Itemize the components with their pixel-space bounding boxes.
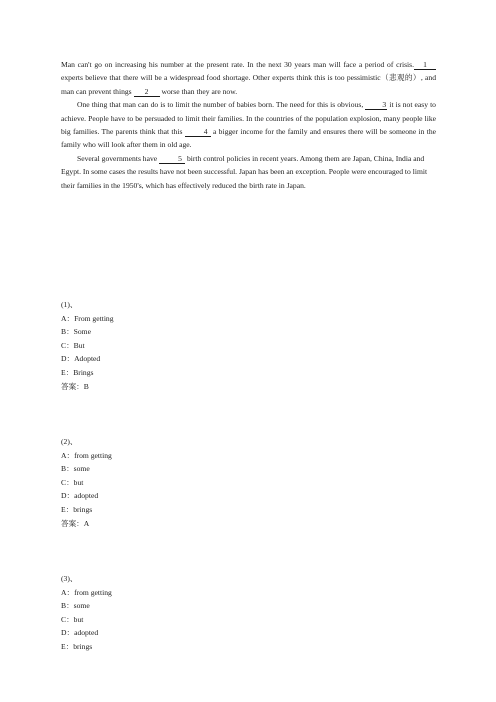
option-d: D：adopted: [61, 491, 99, 501]
passage-text: worse than they are now.: [161, 86, 238, 96]
question-number: (1)、: [61, 300, 78, 309]
question-number: (3)、: [61, 574, 78, 583]
passage-text: it is not easy to achieve. People have to be persuaded to limit their families. In the countries of the population explosion, many people like big families. The parents think that this: [61, 100, 436, 137]
passage-paragraph-2: [61, 98, 436, 152]
passage-paragraph-3: [61, 152, 436, 192]
passage-text: Man can't go on increasing his number at the present rate. In the next 30 years man will face a period of crisis.: [61, 60, 414, 69]
blank-2: 2: [134, 87, 160, 97]
question-1: [61, 298, 114, 393]
option-e: E：brings: [61, 504, 93, 514]
passage-text: experts believe that there will be a widespread food shortage. Other experts think this is too pessimistic（悲观的）, and man can prevent things: [61, 73, 436, 96]
blank-1: 1: [414, 60, 436, 70]
option-e: E：Brings: [61, 367, 94, 377]
option-b: B：Some: [61, 327, 91, 337]
option-a: A：From getting: [61, 313, 114, 323]
passage-text: One thing that man can do is to limit the number of babies born. The need for this is obvious,: [77, 100, 364, 110]
blank-3: 3: [365, 100, 387, 110]
option-c: C：But: [61, 340, 85, 350]
question-number: (2)、: [61, 437, 78, 446]
answer-line: 答案：A: [61, 518, 90, 528]
passage-text: a bigger income for the family and ensures there will be someone in the family who will look after them in old age.: [61, 127, 436, 150]
cloze-passage: [61, 58, 436, 192]
option-e: E：brings: [61, 641, 93, 651]
blank-5: 5: [159, 154, 185, 164]
option-a: A：from getting: [61, 587, 112, 597]
question-3: [61, 572, 112, 654]
question-2: [61, 435, 112, 530]
blank-4: 4: [185, 127, 211, 137]
option-a: A：from getting: [61, 450, 112, 460]
passage-paragraph-1: [61, 58, 436, 98]
option-b: B：some: [61, 464, 90, 474]
answer-line: 答案：B: [61, 381, 89, 391]
option-d: D：adopted: [61, 628, 99, 638]
option-c: C：but: [61, 614, 84, 624]
option-d: D：Adopted: [61, 354, 101, 364]
option-c: C：but: [61, 477, 84, 487]
passage-text: Several governments have: [77, 153, 158, 163]
option-b: B：some: [61, 601, 90, 611]
passage-text: birth control policies in recent years. Among them are Japan, China, India and Egypt. In some cases the results have not been successful. Japan has been an exception. People were encouraged to limit their families in the 1950's, which has effectively reduced the birth rate in Japan.: [61, 153, 428, 190]
